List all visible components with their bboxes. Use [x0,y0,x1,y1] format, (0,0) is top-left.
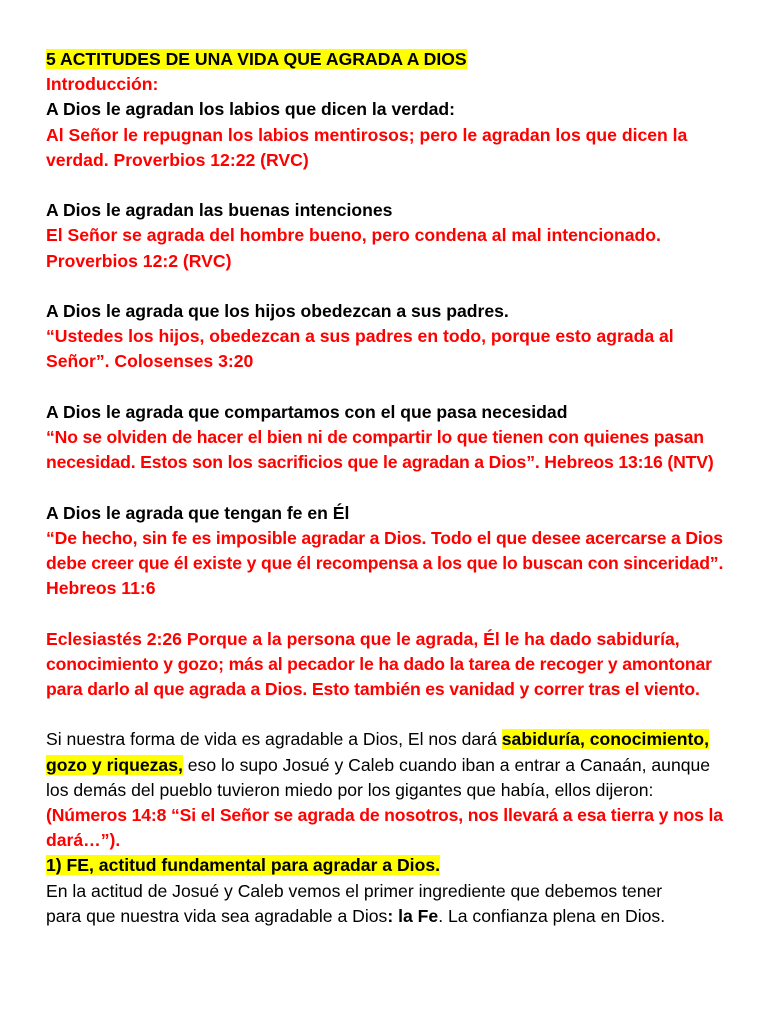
intro-label: Introducción: [46,74,159,95]
quote-line: (Números 14:8 “Si el Señor se agrada de nosotros, nos llevará a esa tierra y nos la [46,805,723,825]
section-5-verse-line: “De hecho, sin fe es imposible agradar a Dios. Todo el que desee acercarse a Dios [46,527,723,548]
spacer [46,173,736,198]
section-4-verse-line: “No se olviden de hacer el bien ni de compartir lo que tienen con quienes pasan [46,427,704,447]
body-text: eso lo supo Josué y Caleb cuando iban a entrar a Canaán, aunque [182,754,711,775]
section-1-verse-line: Al Señor le repugnan los labios mentirosos; pero le agradan los que dicen la [46,124,688,145]
body-line [46,904,736,929]
spacer [46,375,736,400]
body-line: los demás del pueblo tuvieron miedo por los gigantes que había, ellos dijeron: [46,779,654,800]
section-4-heading: A Dios le agrada que compartamos con el que pasa necesidad [46,401,568,422]
document-page [46,47,736,929]
highlighted-text: gozo y riquezas, [46,754,183,775]
ecclesiastes-line: Eclesiastés 2:26 Porque a la persona que le agrada, Él le ha dado sabiduría, [46,628,680,649]
body-text: para que nuestra vida sea agradable a Dios [46,905,388,926]
quote-line: dará…”). [46,830,121,851]
section-2-verse-line: El Señor se agrada del hombre bueno, pero condena al mal intencionado. [46,225,661,246]
spacer [46,601,736,626]
section-5-verse-line: Hebreos 11:6 [46,578,156,599]
section-3-verse-line: Señor”. Colosenses 3:20 [46,351,254,372]
section-3-heading: A Dios le agrada que los hijos obedezcan a sus padres. [46,301,509,321]
highlighted-text: sabiduría, conocimiento, [501,729,710,750]
section-2-verse-line: Proverbios 12:2 (RVC) [46,250,232,271]
spacer [46,702,736,727]
section-2-heading: A Dios le agradan las buenas intenciones [46,200,393,221]
section-5-heading: A Dios le agrada que tengan fe en Él [46,502,350,523]
ecclesiastes-line: conocimiento y gozo; más al pecador le ha dado la tarea de recoger y amontonar [46,653,712,674]
body-text: . La confianza plena en Dios. [438,905,666,926]
title [46,47,736,72]
body-line [46,753,736,778]
point-1-heading-text: 1) FE, actitud fundamental para agradar a Dios. [46,855,440,876]
section-1-heading: A Dios le agradan los labios que dicen la verdad: [46,99,456,120]
body-line: En la actitud de Josué y Caleb vemos el primer ingrediente que debemos tener [46,880,663,901]
ecclesiastes-line: para darlo al que agrada a Dios. Esto también es vanidad y correr tras el viento. [46,679,700,699]
spacer [46,475,736,500]
spacer [46,274,736,299]
section-3-verse-line: “Ustedes los hijos, obedezcan a sus padres en todo, porque esto agrada al [46,326,674,347]
title-text: 5 ACTITUDES DE UNA VIDA QUE AGRADA A DIOS [46,49,467,69]
body-text: Si nuestra forma de vida es agradable a Dios, El nos dará [46,729,502,750]
point-1-heading [46,853,736,878]
section-4-verse-line: necesidad. Estos son los sacrificios que le agradan a Dios”. Hebreos 13:16 (NTV) [46,452,714,473]
section-1-verse-line: verdad. Proverbios 12:22 (RVC) [46,149,309,170]
bold-text: : la Fe [387,905,439,926]
body-line [46,727,736,752]
section-5-verse-line: debe creer que él existe y que él recompensa a los que lo buscan con sinceridad”. [46,553,724,573]
